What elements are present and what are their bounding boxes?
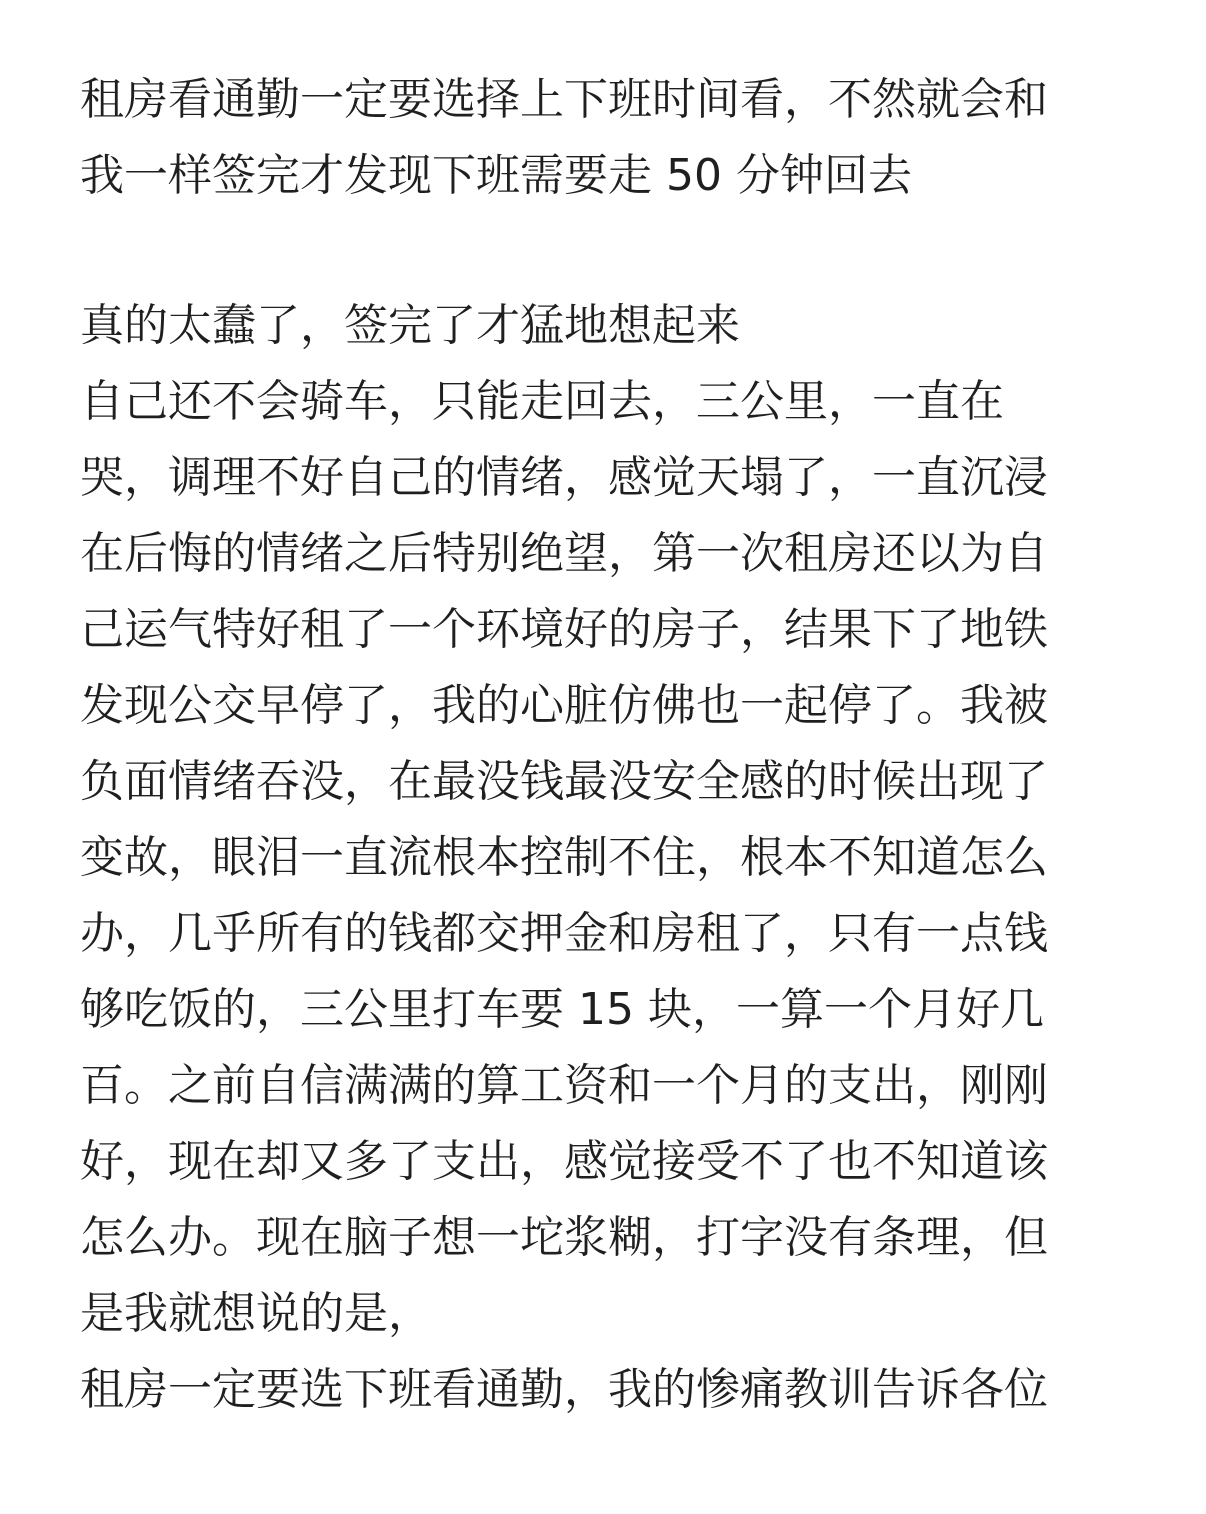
text-line: 己运气特好租了一个环境好的房子，结果下了地铁 — [80, 604, 1048, 655]
text-line: 自己还不会骑车，只能走回去，三公里，一直在 — [80, 376, 1004, 427]
text-line: 我一样签完才发现下班需要走 50 分钟回去 — [80, 150, 912, 201]
text-line: 租房看通勤一定要选择上下班时间看，不然就会和 — [80, 74, 1048, 125]
text-line: 哭，调理不好自己的情绪，感觉天塌了，一直沉浸 — [80, 452, 1048, 503]
text-line: 百。之前自信满满的算工资和一个月的支出，刚刚 — [80, 1060, 1048, 1111]
text-line: 够吃饭的，三公里打车要 15 块，一算一个月好几 — [80, 984, 1044, 1035]
text-line: 租房一定要选下班看通勤，我的惨痛教训告诉各位 — [80, 1364, 1048, 1415]
text-line: 真的太蠢了，签完了才猛地想起来 — [80, 300, 740, 351]
text-line: 好，现在却又多了支出，感觉接受不了也不知道该 — [80, 1136, 1048, 1187]
text-line: 负面情绪吞没，在最没钱最没安全感的时候出现了 — [80, 756, 1048, 807]
text-line: 变故，眼泪一直流根本控制不住，根本不知道怎么 — [80, 832, 1048, 883]
text-line: 在后悔的情绪之后特别绝望，第一次租房还以为自 — [80, 528, 1048, 579]
text-line: 怎么办。现在脑子想一坨浆糊，打字没有条理，但 — [80, 1212, 1048, 1263]
text-line: 是我就想说的是， — [80, 1288, 432, 1339]
text-line: 发现公交早停了，我的心脏仿佛也一起停了。我被 — [80, 680, 1048, 731]
text-line: 办，几乎所有的钱都交押金和房租了，只有一点钱 — [80, 908, 1048, 959]
